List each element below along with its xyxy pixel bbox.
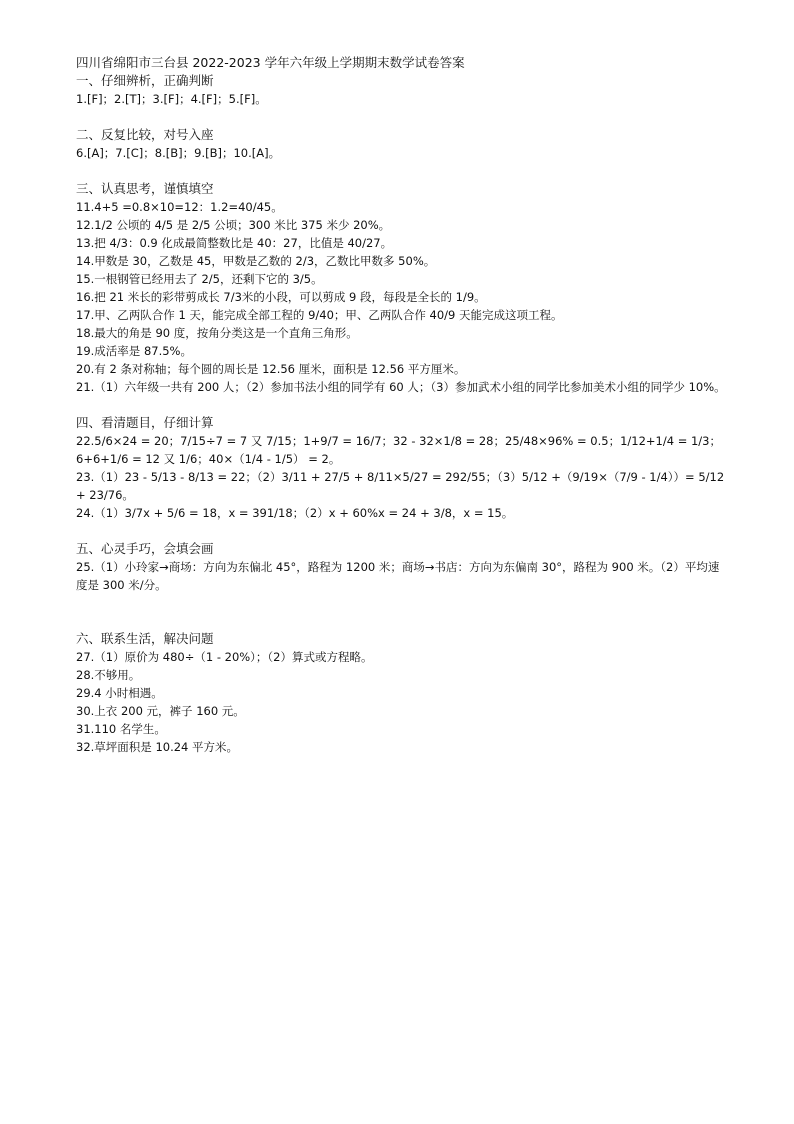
answer-23: 23.（1）23 - 5/13 - 8/13 = 22；（2）3/11 + 27/5 + 8/11×5/27 = 292/55；（3）5/12 +（9/19×（7/9 - 1/4））= 5/12 + 23/76。: [76, 470, 725, 502]
answer-31: 31.110 名学生。: [76, 722, 166, 736]
answer-28: 28.不够用。: [76, 668, 141, 682]
answer-30: 30.上衣 200 元，裤子 160 元。: [76, 704, 245, 718]
section-heading-1: 一、仔细辨析，正确判断: [76, 73, 214, 88]
answer-24: 24.（1）3/7x + 5/6 = 18，x = 391/18；（2）x + 60%x = 24 + 3/8，x = 15。: [76, 506, 514, 520]
answer-27: 27.（1）原价为 480÷（1 - 20%）；（2）算式或方程略。: [76, 650, 373, 664]
document-title: 四川省绵阳市三台县 2022-2023 学年六年级上学期期末数学试卷答案: [76, 55, 465, 70]
answer-line-1-5: 1.[F]；2.[T]；3.[F]；4.[F]；5.[F]。: [76, 92, 267, 106]
section-heading-5: 五、心灵手巧，会填会画: [76, 541, 214, 556]
answer-content: [76, 54, 726, 756]
answer-21: 21.（1）六年级一共有 200 人；（2）参加书法小组的同学有 60 人；（3）参加武术小组的同学比参加美术小组的同学少 10%。: [76, 380, 726, 394]
answer-line-6-10: 6.[A]；7.[C]；8.[B]；9.[B]；10.[A]。: [76, 146, 281, 160]
answer-20: 20.有 2 条对称轴；每个圆的周长是 12.56 厘米，面积是 12.56 平方厘米。: [76, 362, 466, 376]
answer-29: 29.4 小时相遇。: [76, 686, 163, 700]
section-heading-3: 三、认真思考，谨慎填空: [76, 181, 214, 196]
answer-14: 14.甲数是 30，乙数是 45，甲数是乙数的 2/3，乙数比甲数多 50%。: [76, 254, 436, 268]
section-heading-4: 四、看清题目，仔细计算: [76, 415, 214, 430]
answer-13: 13.把 4/3：0.9 化成最简整数比是 40：27，比值是 40/27。: [76, 236, 393, 250]
section-spacer: [76, 396, 726, 414]
answer-15: 15.一根钢管已经用去了 2/5，还剩下它的 3/5。: [76, 272, 323, 286]
answer-18: 18.最大的角是 90 度，按角分类这是一个直角三角形。: [76, 326, 358, 340]
section-spacer: [76, 108, 726, 126]
answer-16: 16.把 21 米长的彩带剪成长 7/3米的小段，可以剪成 9 段，每段是全长的 1/9。: [76, 290, 486, 304]
section-heading-2: 二、反复比较，对号入座: [76, 127, 214, 142]
answer-32: 32.草坪面积是 10.24 平方米。: [76, 740, 239, 754]
section-spacer: [76, 594, 726, 630]
section-heading-6: 六、联系生活，解决问题: [76, 631, 214, 646]
answer-22: 22.5/6×24 = 20；7/15÷7 = 7 又 7/15；1+9/7 = 16/7；32 - 32×1/8 = 28；25/48×96% = 0.5；1/12+1/4 = 1/3；6+6+1/6 = 12 又 1/6；40×（1/4 - 1/5） = 2。: [76, 434, 721, 466]
answer-12: 12.1/2 公顷的 4/5 是 2/5 公顷；300 米比 375 米少 20%。: [76, 218, 391, 232]
section-spacer: [76, 162, 726, 180]
answer-19: 19.成活率是 87.5%。: [76, 344, 192, 358]
section-spacer: [76, 522, 726, 540]
answer-25: 25.（1）小玲家→商场：方向为东偏北 45°，路程为 1200 米；商场→书店：方向为东偏南 30°，路程为 900 米。（2）平均速度是 300 米/分。: [76, 560, 720, 592]
answer-17: 17.甲、乙两队合作 1 天，能完成全部工程的 9/40；甲、乙两队合作 40/9 天能完成这项工程。: [76, 308, 563, 322]
answer-11: 11.4+5 =0.8×10=12：1.2=40/45。: [76, 200, 283, 214]
